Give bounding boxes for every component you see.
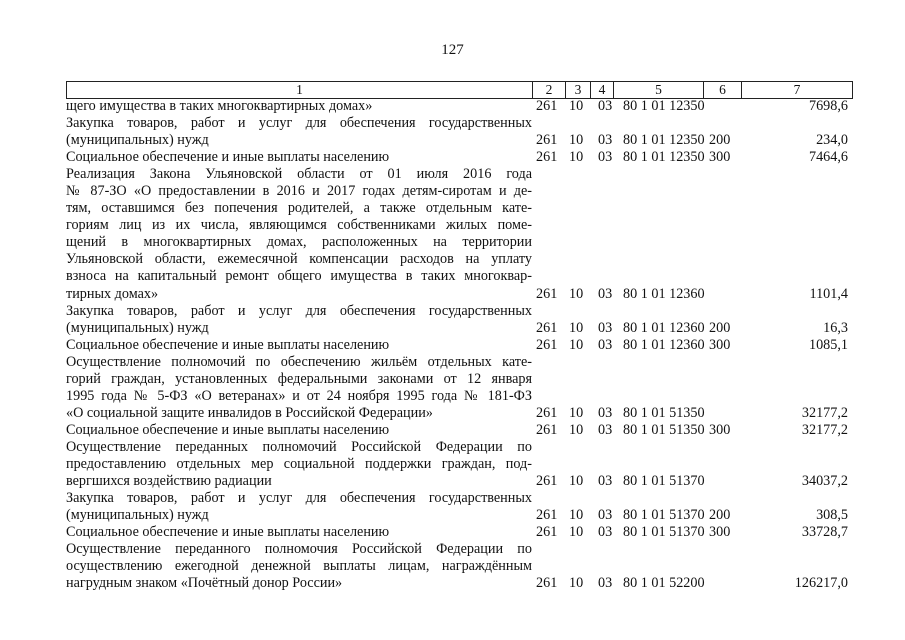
ministry-code: 261 bbox=[536, 319, 558, 336]
ministry-code: 261 bbox=[536, 285, 558, 302]
amount: 7464,6 bbox=[808, 149, 848, 166]
ministry-code: 261 bbox=[536, 98, 558, 115]
row-description bbox=[66, 166, 532, 302]
subsection-code: 03 bbox=[598, 507, 613, 524]
description-line: Социальное обеспечение и иные выплаты населению bbox=[66, 421, 390, 438]
description-line: Закупка товаров, работ и услуг для обеспечения государственных bbox=[66, 115, 532, 132]
section-code: 10 bbox=[569, 285, 584, 302]
subsection-code: 03 bbox=[598, 404, 613, 421]
subsection-code: 03 bbox=[598, 132, 613, 149]
section-code: 10 bbox=[569, 524, 584, 541]
description-line: тям, оставшимся без попечения родителей, а также отдельным кате- bbox=[66, 200, 532, 217]
amount: 33728,7 bbox=[801, 524, 848, 541]
ministry-code: 261 bbox=[536, 149, 558, 166]
ministry-code: 261 bbox=[536, 507, 558, 524]
table-row bbox=[66, 524, 856, 541]
amount: 32177,2 bbox=[801, 421, 848, 438]
description-line: нагрудным знаком «Почётный донор России» bbox=[66, 575, 343, 592]
table-row bbox=[66, 422, 856, 439]
subsection-code: 03 bbox=[598, 285, 613, 302]
table-row bbox=[66, 149, 856, 166]
header-col-2: 2 bbox=[533, 82, 566, 98]
header-col-4: 4 bbox=[591, 82, 614, 98]
description-line: щего имущества в таких многоквартирных домах» bbox=[66, 98, 373, 114]
header-col-6: 6 bbox=[704, 82, 742, 98]
description-line: горий граждан, установленных федеральными законами от 12 января bbox=[66, 370, 532, 387]
description-line: Осуществление полномочий по обеспечению жильём отдельных кате- bbox=[66, 353, 532, 370]
row-codes bbox=[66, 473, 856, 490]
description-line: Реализация Закона Ульяновской области от 01 июля 2016 года bbox=[66, 166, 532, 183]
description-line: Ульяновской области, ежемесячной компенсации расходов на уплату bbox=[66, 251, 532, 268]
subsection-code: 03 bbox=[598, 575, 613, 592]
expense-type-code: 300 bbox=[709, 149, 731, 166]
ministry-code: 261 bbox=[536, 421, 558, 438]
target-article-code: 80 1 01 51350 bbox=[623, 421, 705, 438]
subsection-code: 03 bbox=[598, 319, 613, 336]
section-code: 10 bbox=[569, 98, 584, 115]
target-article-code: 80 1 01 51370 bbox=[623, 507, 705, 524]
ministry-code: 261 bbox=[536, 404, 558, 421]
target-article-code: 80 1 01 52200 bbox=[623, 575, 705, 592]
target-article-code: 80 1 01 12360 bbox=[623, 319, 705, 336]
header-col-7: 7 bbox=[742, 82, 853, 98]
amount: 7698,6 bbox=[808, 98, 848, 115]
ministry-code: 261 bbox=[536, 575, 558, 592]
target-article-code: 80 1 01 12350 bbox=[623, 132, 705, 149]
description-line: осуществлению ежегодной денежной выплаты лицам, награждённым bbox=[66, 558, 532, 575]
amount: 32177,2 bbox=[801, 404, 848, 421]
description-line: вергшихся воздействию радиации bbox=[66, 473, 272, 490]
header-col-3: 3 bbox=[566, 82, 591, 98]
table-row bbox=[66, 439, 856, 490]
target-article-code: 80 1 01 12350 bbox=[623, 98, 705, 115]
target-article-code: 80 1 01 51370 bbox=[623, 524, 705, 541]
section-code: 10 bbox=[569, 473, 584, 490]
table-row bbox=[66, 303, 856, 337]
description-line: 1995 года № 5-ФЗ «О ветеранах» и от 24 ноября 1995 года № 181-ФЗ bbox=[66, 387, 532, 404]
table-row bbox=[66, 166, 856, 302]
amount: 1101,4 bbox=[809, 285, 848, 302]
description-line: Закупка товаров, работ и услуг для обеспечения государственных bbox=[66, 302, 532, 319]
subsection-code: 03 bbox=[598, 421, 613, 438]
row-codes bbox=[66, 286, 856, 303]
target-article-code: 80 1 01 12360 bbox=[623, 336, 705, 353]
amount: 34037,2 bbox=[801, 473, 848, 490]
ministry-code: 261 bbox=[536, 524, 558, 541]
description-line: тирных домах» bbox=[66, 285, 159, 302]
description-line: гориям лиц из их числа, являющимся собственниками жилых поме- bbox=[66, 217, 532, 234]
row-codes bbox=[66, 132, 856, 149]
amount: 234,0 bbox=[816, 132, 848, 149]
page-number: 127 bbox=[441, 42, 464, 58]
subsection-code: 03 bbox=[598, 524, 613, 541]
row-codes bbox=[66, 149, 856, 166]
section-code: 10 bbox=[569, 404, 584, 421]
amount: 16,3 bbox=[823, 319, 848, 336]
table-row bbox=[66, 541, 856, 592]
section-code: 10 bbox=[569, 149, 584, 166]
table-row bbox=[66, 337, 856, 354]
description-line: (муниципальных) нужд bbox=[66, 319, 209, 336]
subsection-code: 03 bbox=[598, 98, 613, 115]
section-code: 10 bbox=[569, 319, 584, 336]
ministry-code: 261 bbox=[536, 473, 558, 490]
target-article-code: 80 1 01 51370 bbox=[623, 473, 705, 490]
table-row bbox=[66, 354, 856, 422]
table-row bbox=[66, 490, 856, 524]
description-line: Осуществление переданных полномочий Российской Федерации по bbox=[66, 438, 532, 455]
expense-type-code: 200 bbox=[709, 319, 731, 336]
description-line: № 87-ЗО «О предоставлении в 2016 и 2017 годах детям-сиротам и де- bbox=[66, 183, 532, 200]
target-article-code: 80 1 01 12350 bbox=[623, 149, 705, 166]
header-col-1: 1 bbox=[67, 82, 533, 98]
row-codes bbox=[66, 507, 856, 524]
description-line: Социальное обеспечение и иные выплаты населению bbox=[66, 524, 390, 541]
expense-type-code: 300 bbox=[709, 421, 731, 438]
row-codes bbox=[66, 575, 856, 592]
subsection-code: 03 bbox=[598, 473, 613, 490]
description-line: (муниципальных) нужд bbox=[66, 132, 209, 149]
description-line: предоставлению отдельных мер социальной поддержки граждан, под- bbox=[66, 455, 532, 472]
table-row bbox=[66, 98, 856, 115]
target-article-code: 80 1 01 51350 bbox=[623, 404, 705, 421]
amount: 1085,1 bbox=[808, 336, 848, 353]
row-codes bbox=[66, 320, 856, 337]
subsection-code: 03 bbox=[598, 149, 613, 166]
expense-type-code: 300 bbox=[709, 524, 731, 541]
ministry-code: 261 bbox=[536, 132, 558, 149]
section-code: 10 bbox=[569, 421, 584, 438]
row-codes bbox=[66, 337, 856, 354]
table-body bbox=[66, 98, 856, 592]
section-code: 10 bbox=[569, 575, 584, 592]
description-line: Закупка товаров, работ и услуг для обеспечения государственных bbox=[66, 490, 532, 507]
section-code: 10 bbox=[569, 132, 584, 149]
expense-type-code: 200 bbox=[709, 132, 731, 149]
description-line: Социальное обеспечение и иные выплаты населению bbox=[66, 336, 390, 353]
amount: 126217,0 bbox=[794, 575, 848, 592]
section-code: 10 bbox=[569, 507, 584, 524]
target-article-code: 80 1 01 12360 bbox=[623, 285, 705, 302]
row-codes bbox=[66, 524, 856, 541]
row-codes bbox=[66, 98, 856, 115]
section-code: 10 bbox=[569, 336, 584, 353]
description-line: «О социальной защите инвалидов в Российской Федерации» bbox=[66, 404, 433, 421]
row-codes bbox=[66, 422, 856, 439]
expense-type-code: 200 bbox=[709, 507, 731, 524]
description-line: (муниципальных) нужд bbox=[66, 507, 209, 524]
expense-type-code: 300 bbox=[709, 336, 731, 353]
ministry-code: 261 bbox=[536, 336, 558, 353]
description-line: щений в многоквартирных домах, расположенных на территории bbox=[66, 234, 532, 251]
row-codes bbox=[66, 405, 856, 422]
header-col-5: 5 bbox=[614, 82, 704, 98]
table-row bbox=[66, 115, 856, 149]
description-line: Социальное обеспечение и иные выплаты населению bbox=[66, 149, 390, 166]
amount: 308,5 bbox=[816, 507, 848, 524]
table-header bbox=[66, 81, 853, 99]
description-line: взноса на капитальный ремонт общего имущества в таких многоквар- bbox=[66, 268, 532, 285]
description-line: Осуществление переданного полномочия Российской Федерации по bbox=[66, 541, 532, 558]
subsection-code: 03 bbox=[598, 336, 613, 353]
